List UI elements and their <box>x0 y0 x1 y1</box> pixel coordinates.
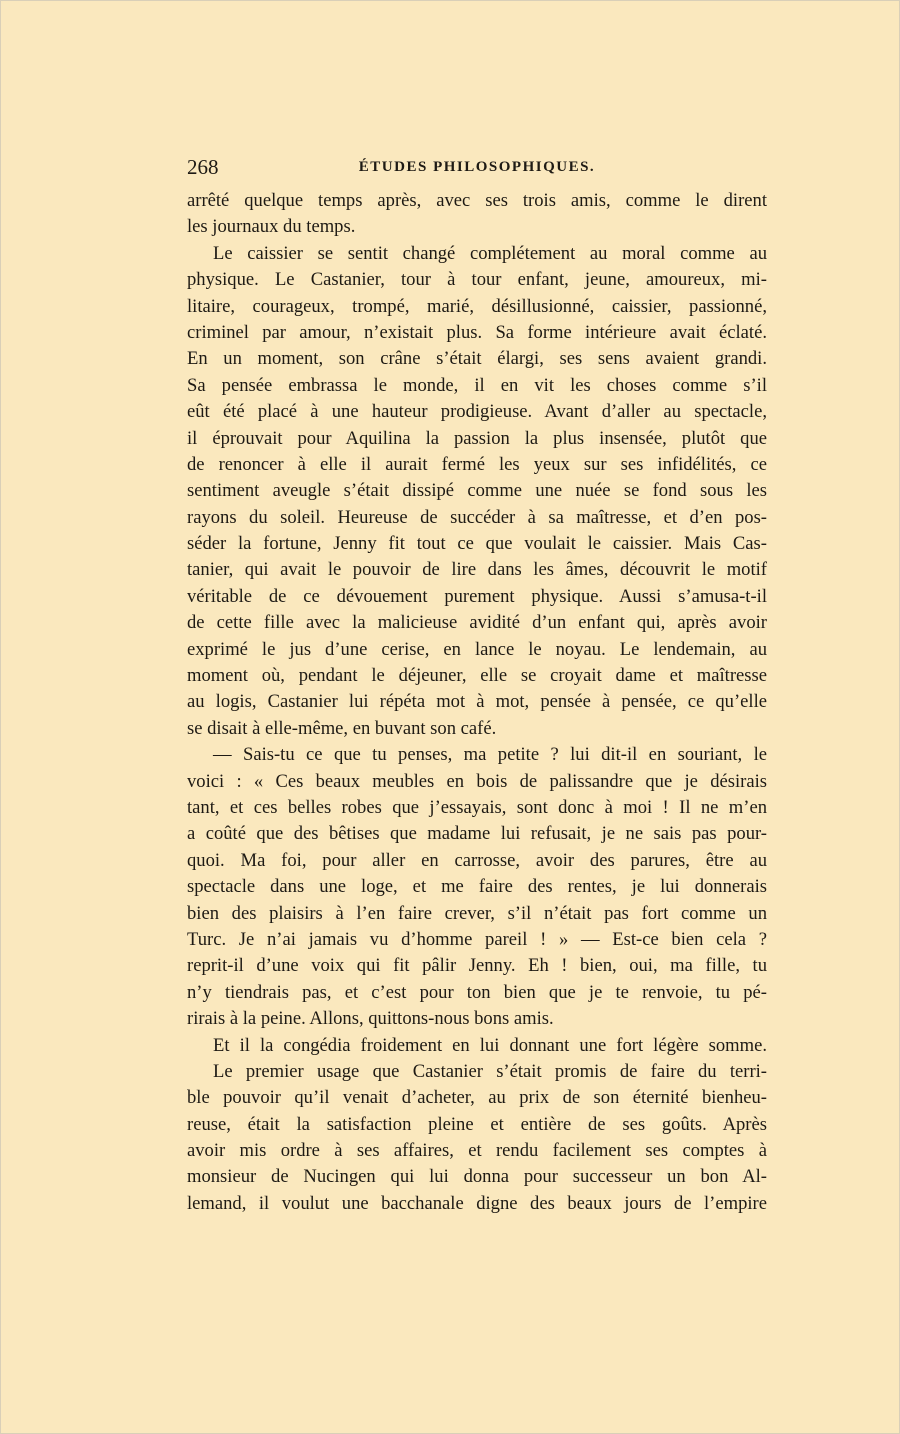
page-header <box>187 155 767 181</box>
text-line: Sa pensée embrassa le monde, il en vit les choses comme s’il <box>187 374 767 396</box>
text-line: En un moment, son crâne s’était élargi, ses sens avaient grandi. <box>187 348 767 370</box>
text-line: sentiment aveugle s’était dissipé comme une nuée se fond sous les <box>187 480 767 502</box>
text-line: a coûté que des bêtises que madame lui refusait, je ne sais pas pour- <box>187 823 767 845</box>
text-line: monsieur de Nucingen qui lui donna pour successeur un bon Al- <box>187 1166 767 1188</box>
text-line: voici : « Ces beaux meubles en bois de palissandre que je désirais <box>187 770 767 792</box>
text-line: reprit-il d’une voix qui fit pâlir Jenny. Eh ! bien, oui, ma fille, tu <box>187 955 767 977</box>
text-line: Et il la congédia froidement en lui donnant une fort légère somme. <box>213 1034 767 1056</box>
text-line: Turc. Je n’ai jamais vu d’homme pareil ! » — Est-ce bien cela ? <box>187 928 767 950</box>
text-line: il éprouvait pour Aquilina la passion la plus insensée, plutôt que <box>187 427 767 449</box>
text-line: lemand, il voulut une bacchanale digne des beaux jours de l’empire <box>187 1192 767 1214</box>
text-line: rayons du soleil. Heureuse de succéder à sa maîtresse, et d’en pos- <box>187 506 767 528</box>
page-body-text <box>187 188 767 1217</box>
text-line: eût été placé à une hauteur prodigieuse. Avant d’aller au spectacle, <box>187 401 767 423</box>
text-line: tant, et ces belles robes que j’essayais, sont donc à moi ! Il ne m’en <box>187 796 767 818</box>
text-line: quoi. Ma foi, pour aller en carrosse, avoir des parures, être au <box>187 849 767 871</box>
text-line: criminel par amour, n’existait plus. Sa forme intérieure avait éclaté. <box>187 321 767 343</box>
text-line: les journaux du temps. <box>187 216 356 238</box>
text-line: séder la fortune, Jenny fit tout ce que voulait le caissier. Mais Cas- <box>187 533 767 555</box>
text-line: au logis, Castanier lui répéta mot à mot, pensée à pensée, ce qu’elle <box>187 691 767 713</box>
text-line: véritable de ce dévouement purement physique. Aussi s’amusa-t-il <box>187 585 767 607</box>
text-line: rirais à la peine. Allons, quittons-nous bons amis. <box>187 1008 554 1030</box>
text-line: Le premier usage que Castanier s’était promis de faire du terri- <box>213 1060 767 1082</box>
text-line: tanier, qui avait le pouvoir de lire dans les âmes, découvrit le motif <box>187 559 767 581</box>
text-line: exprimé le jus d’une cerise, en lance le noyau. Le lendemain, au <box>187 638 767 660</box>
text-line: n’y tiendrais pas, et c’est pour ton bien que je te renvoie, tu pé- <box>187 981 767 1003</box>
text-line: de renoncer à elle il aurait fermé les yeux sur ses infidélités, ce <box>187 453 767 475</box>
text-line: arrêté quelque temps après, avec ses trois amis, comme le dirent <box>187 190 767 211</box>
text-line: se disait à elle-même, en buvant son café. <box>187 717 497 739</box>
text-line: Le caissier se sentit changé complétement au moral comme au <box>213 242 767 264</box>
text-line: avoir mis ordre à ses affaires, et rendu facilement ses comptes à <box>187 1140 767 1162</box>
text-line: spectacle dans une loge, et me faire des rentes, je lui donnerais <box>187 876 767 898</box>
page-number: 268 <box>187 155 219 179</box>
text-line: — Sais-tu ce que tu penses, ma petite ? lui dit-il en souriant, le <box>213 744 767 766</box>
text-line: reuse, était la satisfaction pleine et entière de ses goûts. Après <box>187 1113 767 1135</box>
text-line: litaire, courageux, trompé, marié, désillusionné, caissier, passionné, <box>187 295 767 317</box>
text-line: physique. Le Castanier, tour à tour enfant, jeune, amoureux, mi- <box>187 269 767 291</box>
text-line: de cette fille avec la malicieuse avidité d’un enfant qui, après avoir <box>187 612 767 634</box>
text-line: moment où, pendant le déjeuner, elle se croyait dame et maîtresse <box>187 665 767 687</box>
text-line: bien des plaisirs à l’en faire crever, s’il n’était pas fort comme un <box>187 902 767 924</box>
text-line: ble pouvoir qu’il venait d’acheter, au prix de son éternité bienheu- <box>187 1087 767 1109</box>
running-title: ÉTUDES PHILOSOPHIQUES. <box>358 159 596 175</box>
